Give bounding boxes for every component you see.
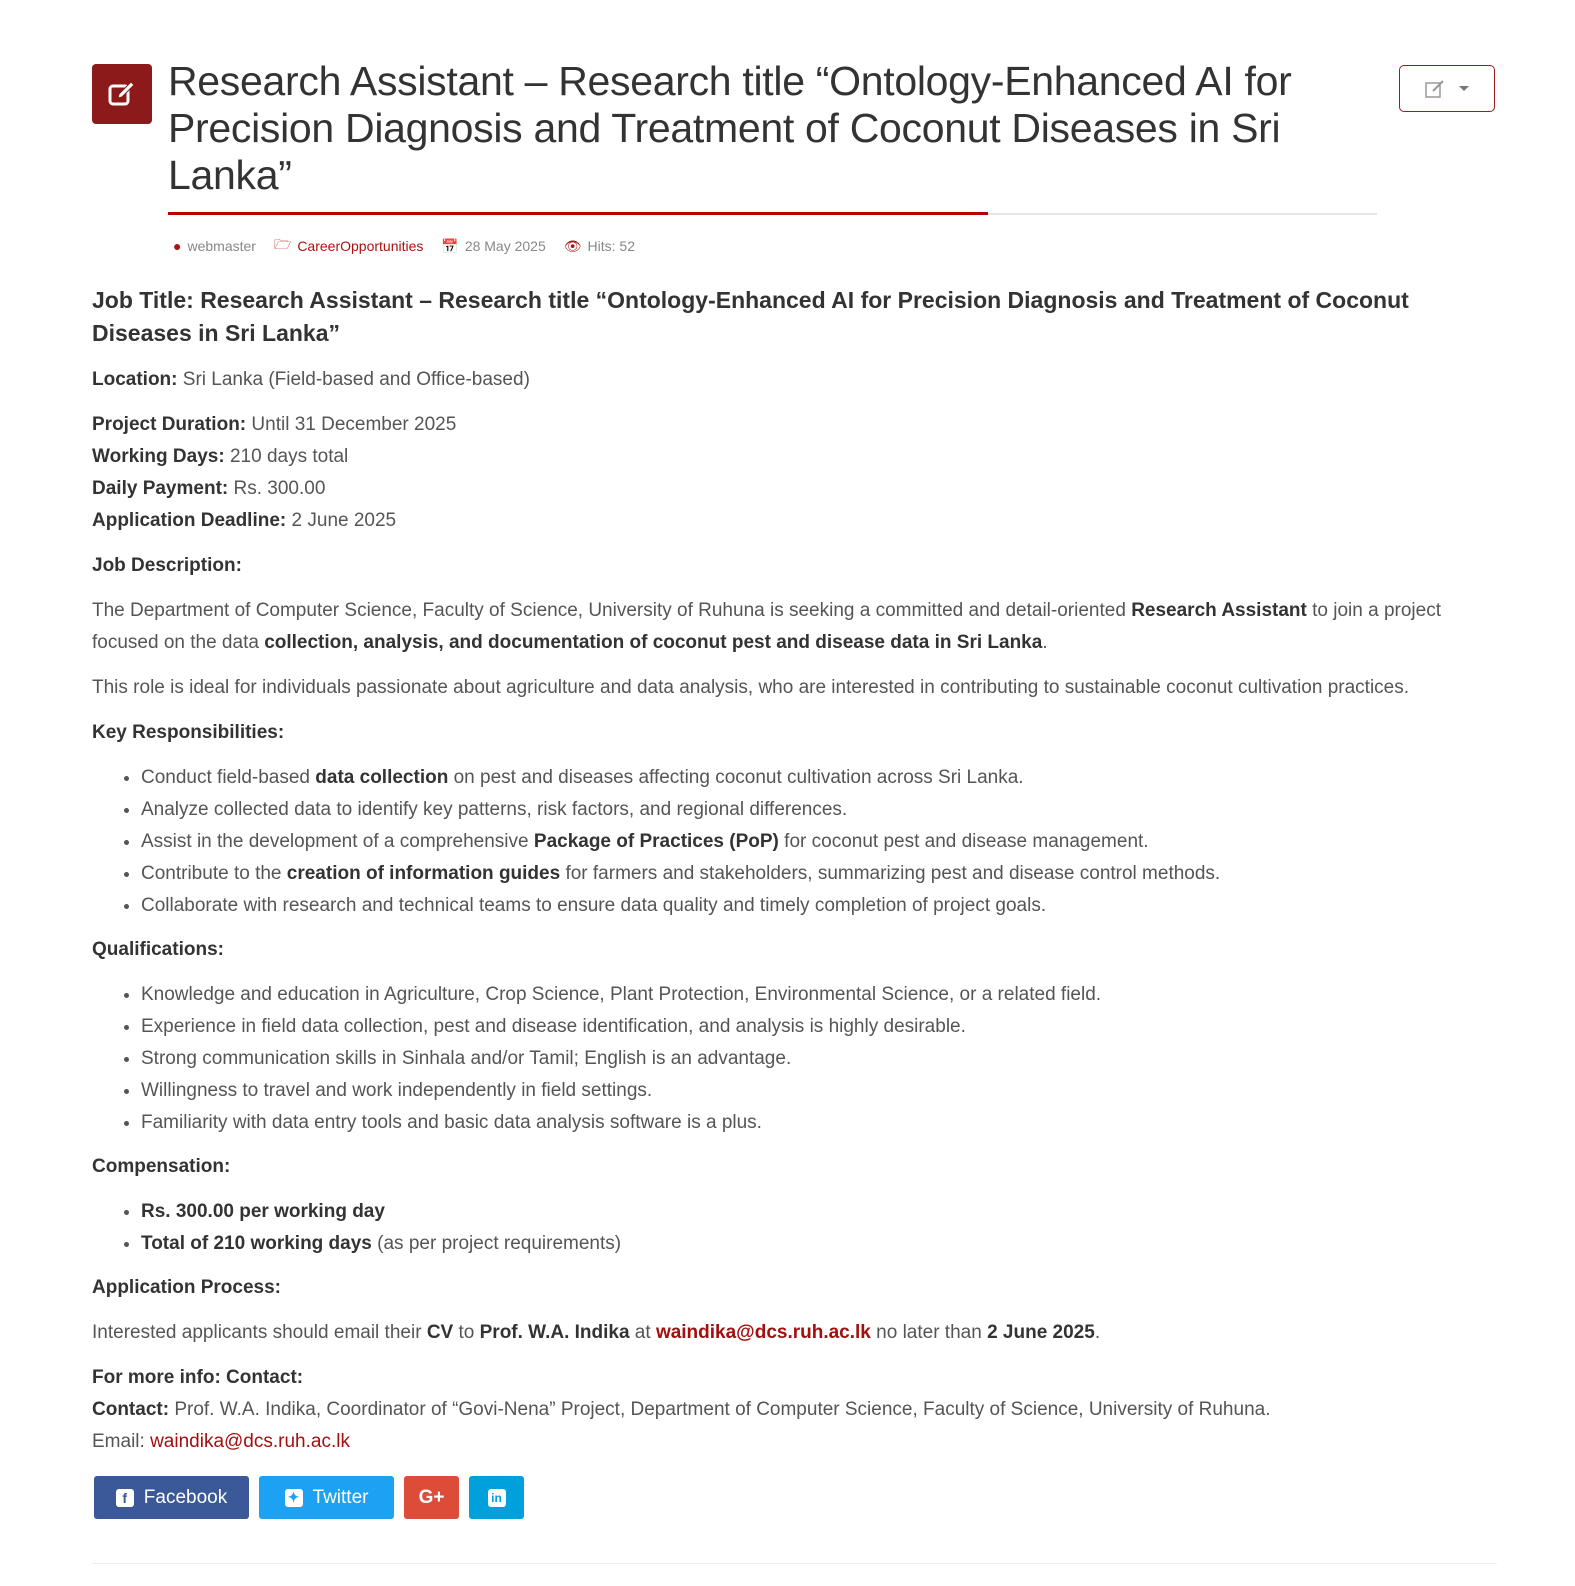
linkedin-share-button[interactable] xyxy=(469,1476,524,1519)
facebook-share-button[interactable]: f Facebook xyxy=(94,1476,249,1519)
chevron-down-icon xyxy=(1459,86,1469,91)
author: webmaster xyxy=(187,238,256,254)
application-heading: Application Process: xyxy=(92,1277,281,1298)
list-item: • Contribute to the creation of information guides for farmers and stakeholders, summarizing pest and disease control methods. xyxy=(141,858,1497,890)
job-title-heading: Job Title: Research Assistant – Research title “Ontology-Enhanced AI for Precision Diagnosis and Treatment of Coconut Diseases in Sri Lanka” xyxy=(92,287,1409,346)
list-item: • Collaborate with research and technical teams to ensure data quality and timely completion of project goals. xyxy=(141,890,1497,922)
email-line: Email: waindika@dcs.ruh.ac.lk xyxy=(92,1431,350,1452)
list-item: • Willingness to travel and work independently in field settings. xyxy=(141,1075,1497,1107)
facebook-icon: f xyxy=(116,1489,134,1507)
googleplus-share-button[interactable] xyxy=(404,1476,459,1519)
folder-icon: 🗁 xyxy=(273,236,292,252)
social-share-buttons xyxy=(94,1476,524,1519)
list-item: • Assist in the development of a comprehensive Package of Practices (PoP) for coconut pest and disease management. xyxy=(141,826,1497,858)
user-icon: ● xyxy=(173,238,182,254)
fact: Project Duration: Until 31 December 2025 xyxy=(92,414,457,435)
twitter-share-button[interactable]: ✦ Twitter xyxy=(259,1476,394,1519)
edit-icon xyxy=(1425,79,1445,99)
list-item: • Analyze collected data to identify key patterns, risk factors, and regional differences. xyxy=(141,794,1497,826)
publish-date: 28 May 2025 xyxy=(464,238,546,254)
article-meta xyxy=(173,234,635,258)
hits: Hits: 52 xyxy=(587,238,636,254)
eye-icon: 👁 xyxy=(563,237,582,254)
article-body xyxy=(92,284,1497,1458)
responsibilities-heading: Key Responsibilities: xyxy=(92,722,285,743)
qualifications-list xyxy=(92,979,1497,1139)
description-paragraph: The Department of Computer Science, Faculty of Science, University of Ruhuna is seeking a committed and detail-oriented Research Assistant to join a project focused on the data collection, analysis, and documentation of coconut pest and disease data in Sri Lanka. xyxy=(92,600,1441,653)
page-title: Research Assistant – Research title “Ontology-Enhanced AI for Precision Diagnosis and Treatment of Coconut Diseases in Sri Lanka” xyxy=(168,58,1292,198)
compensation-list xyxy=(92,1196,1497,1260)
more-info-heading: For more info: Contact: xyxy=(92,1367,304,1388)
contact-line: Contact: Prof. W.A. Indika, Coordinator of “Govi-Nena” Project, Department of Computer Science, Faculty of Science, University of Ruhuna. xyxy=(92,1399,1271,1420)
list-item: • Conduct field-based data collection on pest and diseases affecting coconut cultivation across Sri Lanka. xyxy=(141,762,1497,794)
application-paragraph: Interested applicants should email their CV to Prof. W.A. Indika at waindika@dcs.ruh.ac.lk no later than 2 June 2025. xyxy=(92,1322,1101,1343)
contact-info xyxy=(92,1362,1497,1458)
location: Location: Sri Lanka (Field-based and Office-based) xyxy=(92,369,530,390)
list-item: • Experience in field data collection, pest and disease identification, and analysis is highly desirable. xyxy=(141,1011,1497,1043)
list-item: • Total of 210 working days (as per project requirements) xyxy=(141,1228,1497,1260)
email-link[interactable]: waindika@dcs.ruh.ac.lk xyxy=(655,1322,871,1343)
linkedin-icon: in xyxy=(488,1489,506,1507)
title-divider xyxy=(168,213,1377,215)
calendar-icon: 📅 xyxy=(441,237,459,254)
article-tools-dropdown-button[interactable] xyxy=(1399,65,1495,112)
description-paragraph: This role is ideal for individuals passionate about agriculture and data analysis, who are interested in contributing to sustainable coconut cultivation practices. xyxy=(92,677,1410,698)
compensation-heading: Compensation: xyxy=(92,1156,231,1177)
fact: Application Deadline: 2 June 2025 xyxy=(92,510,397,531)
qualifications-heading: Qualifications: xyxy=(92,939,224,960)
bottom-divider xyxy=(92,1563,1497,1564)
responsibilities-list xyxy=(92,762,1497,922)
edit-article-icon xyxy=(92,64,152,124)
list-item: • Rs. 300.00 per working day xyxy=(141,1196,1497,1228)
fact: Working Days: 210 days total xyxy=(92,446,349,467)
list-item: • Familiarity with data entry tools and basic data analysis software is a plus. xyxy=(141,1107,1497,1139)
list-item: • Strong communication skills in Sinhala and/or Tamil; English is an advantage. xyxy=(141,1043,1497,1075)
googleplus-icon: G+ xyxy=(418,1486,445,1508)
category-link[interactable]: CareerOpportunities xyxy=(297,238,424,254)
fact: Daily Payment: Rs. 300.00 xyxy=(92,478,326,499)
twitter-icon: ✦ xyxy=(285,1489,303,1507)
contact-email-link[interactable]: waindika@dcs.ruh.ac.lk xyxy=(150,1431,350,1452)
list-item: • Knowledge and education in Agriculture, Crop Science, Plant Protection, Environmental Science, or a related field. xyxy=(141,979,1497,1011)
job-facts xyxy=(92,409,1497,537)
job-description-heading: Job Description: xyxy=(92,555,242,576)
